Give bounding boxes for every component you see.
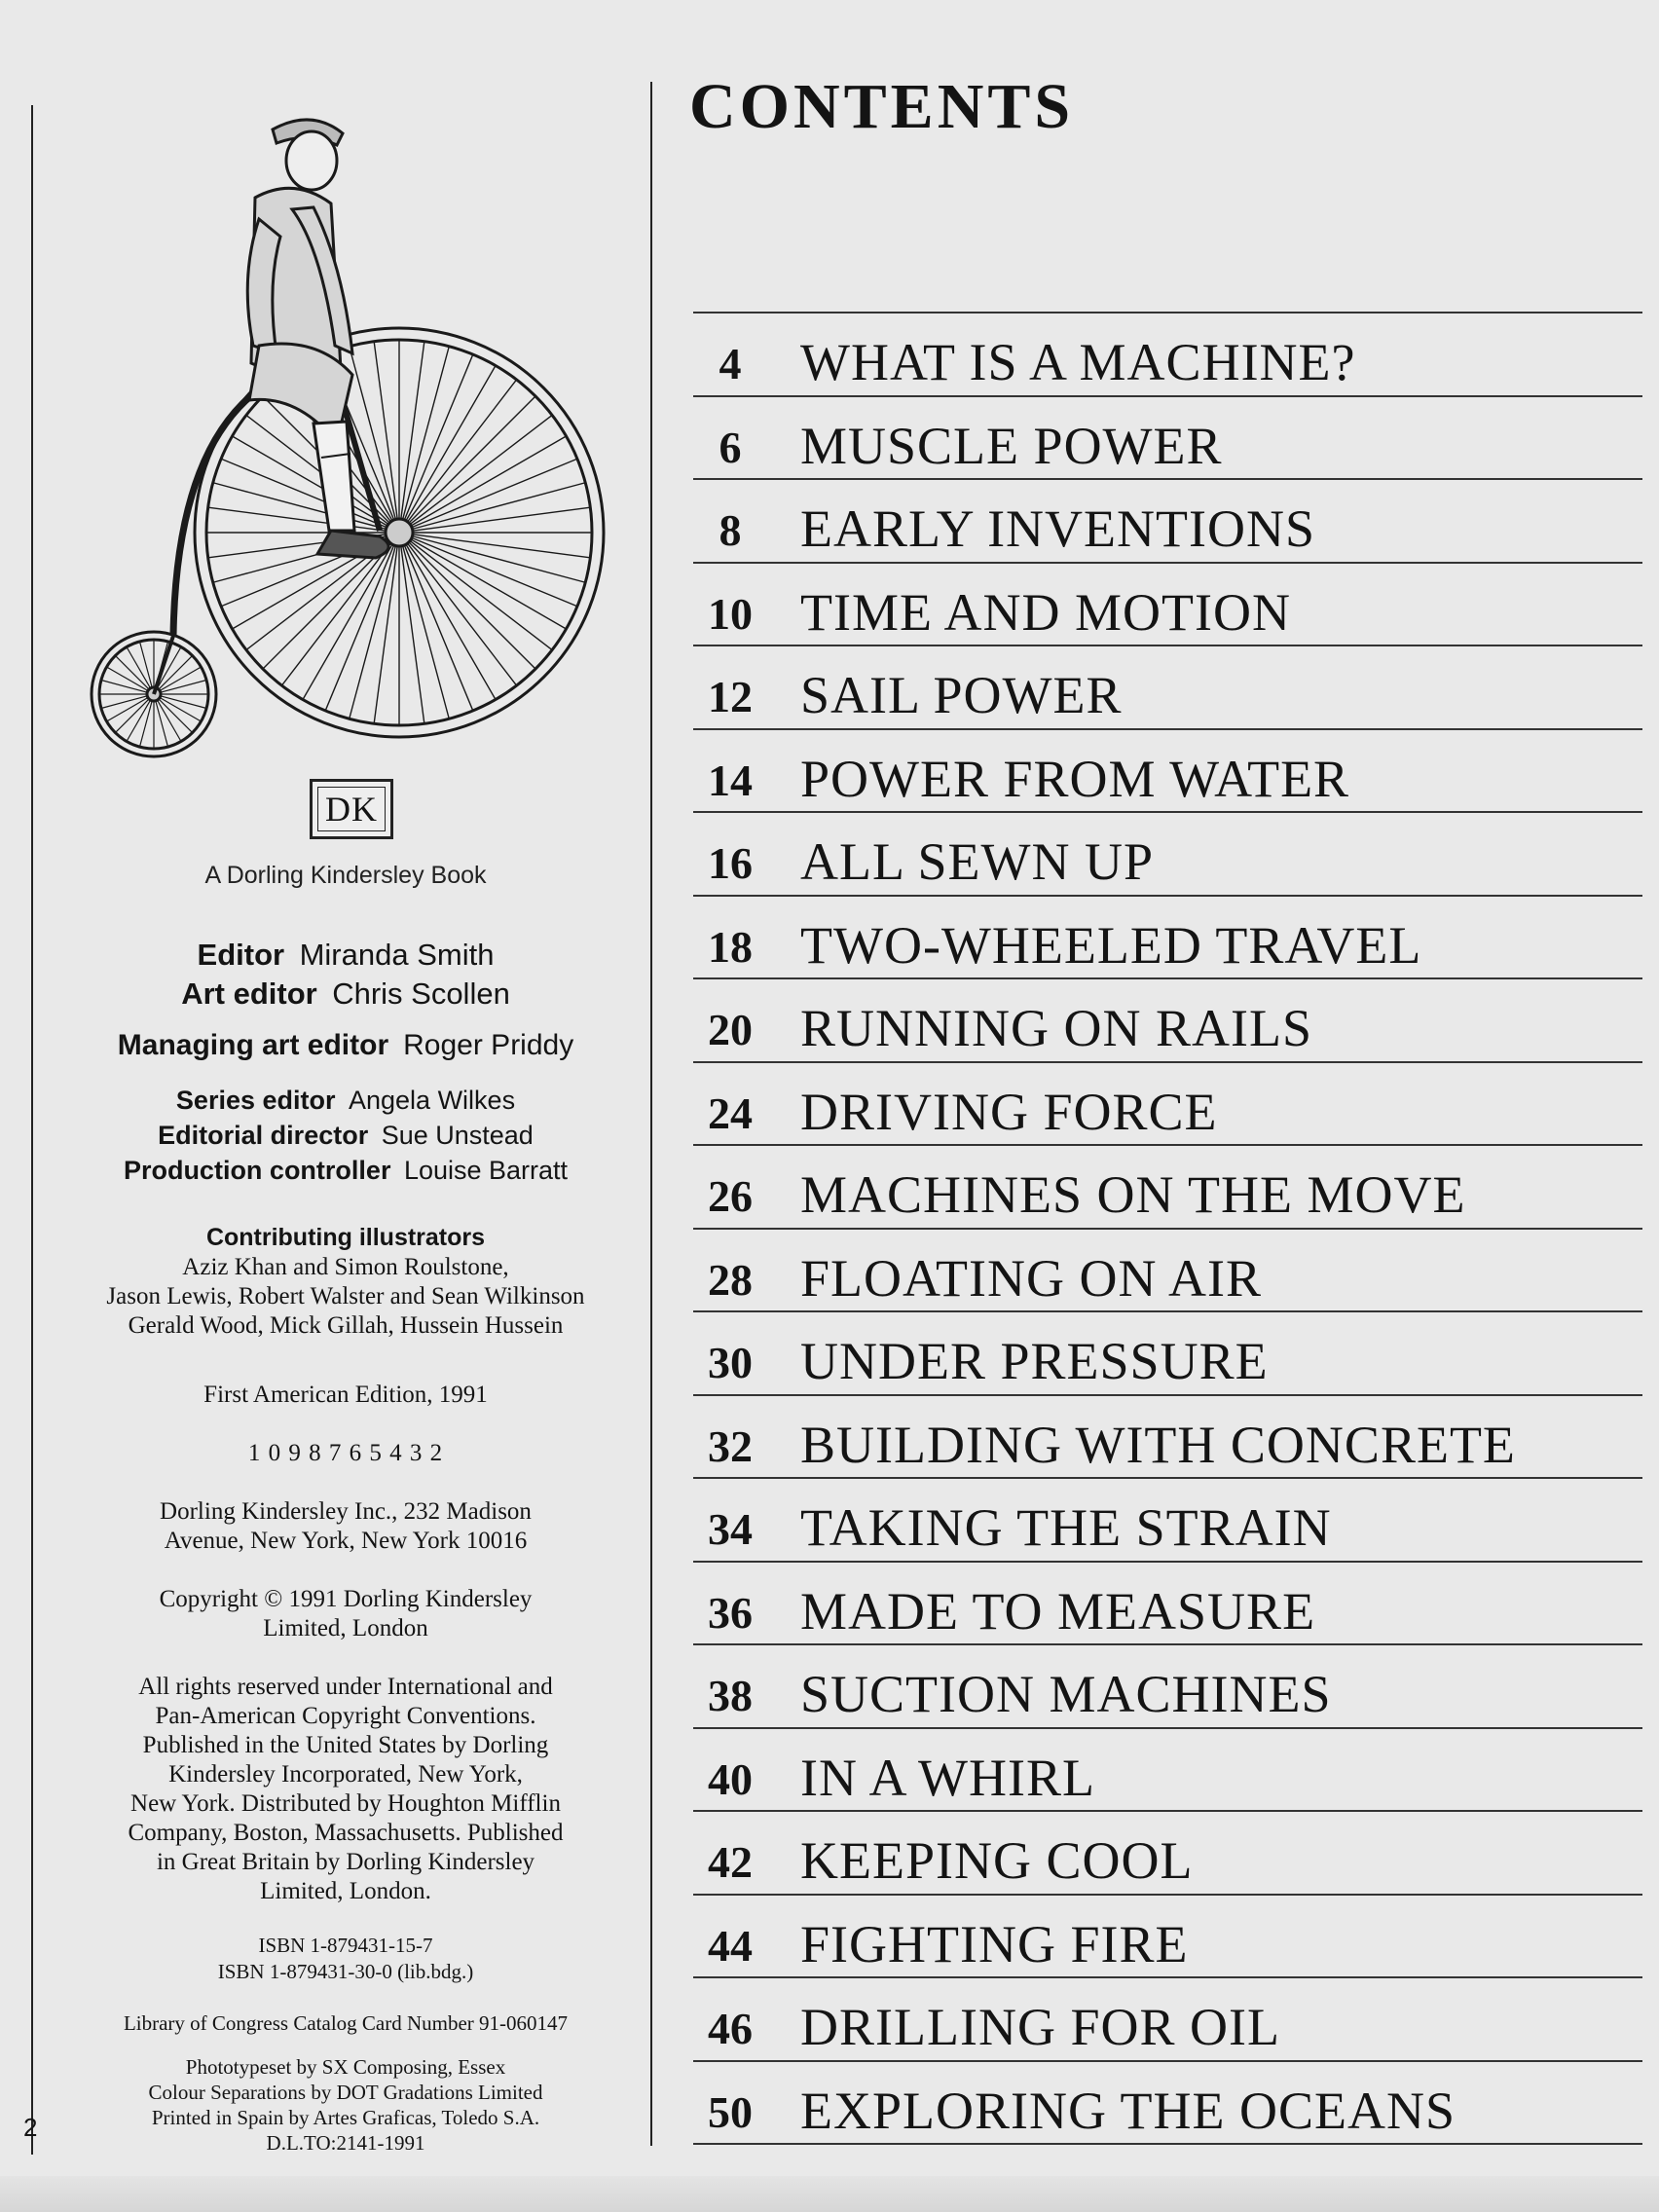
rights-line: Limited, London. — [260, 1878, 431, 1904]
toc-page-number: 44 — [708, 1920, 753, 1971]
toc-entry — [693, 1479, 1647, 1563]
dk-logo-text: DK — [317, 787, 386, 831]
rights-line: Kindersley Incorporated, New York, — [168, 1761, 523, 1788]
loc-number: Library of Congress Catalog Card Number 91-060147 — [123, 2011, 569, 2035]
illustrators-list — [49, 1253, 643, 1341]
address-line: Dorling Kindersley Inc., 232 Madison — [160, 1498, 532, 1525]
rights-line: Published in the United States by Dorling — [142, 1732, 549, 1758]
penny-farthing-illustration — [88, 102, 652, 774]
credit-role: Series editor — [175, 1086, 336, 1115]
toc-page-number: 6 — [719, 422, 742, 472]
toc-entry — [693, 564, 1647, 647]
toc-title: POWER FROM WATER — [800, 749, 1350, 808]
edition-line: First American Edition, 1991 — [203, 1382, 488, 1408]
contents-title: CONTENTS — [689, 71, 1075, 142]
toc-page-number: 28 — [708, 1254, 753, 1305]
toc-page-number: 26 — [708, 1171, 753, 1221]
credit-name: Angela Wilkes — [349, 1086, 516, 1115]
toc-entry — [693, 1563, 1647, 1646]
toc-entry — [693, 1230, 1647, 1313]
toc-entry — [693, 1146, 1647, 1230]
rights-line: New York. Distributed by Houghton Mifflin — [130, 1790, 561, 1817]
toc-page-number: 20 — [708, 1005, 753, 1054]
dk-logo — [310, 779, 393, 839]
toc-entry — [693, 897, 1647, 980]
production-line: Phototypeset by SX Composing, Essex — [185, 2055, 506, 2079]
toc-title: MACHINES ON THE MOVE — [800, 1165, 1466, 1224]
toc-page-number: 50 — [708, 2086, 753, 2137]
toc-entry — [693, 2062, 1647, 2146]
toc-page-number: 18 — [708, 921, 753, 972]
rights-line: Pan-American Copyright Conventions. — [155, 1703, 536, 1729]
toc-page-number: 12 — [708, 672, 753, 721]
production-line: D.L.TO:2141-1991 — [266, 2131, 425, 2155]
rights-line: Company, Boston, Massachusetts. Published — [128, 1820, 564, 1846]
toc-page-number: 16 — [708, 838, 753, 888]
toc-title: SAIL POWER — [800, 666, 1123, 724]
credit-managing-art-editor — [49, 1029, 643, 1062]
rights-line: All rights reserved under International and — [138, 1674, 553, 1700]
toc-title: KEEPING COOL — [800, 1831, 1194, 1890]
toc-page-number: 24 — [708, 1088, 753, 1138]
book-line: A Dorling Kindersley Book — [204, 862, 487, 889]
isbn-line: ISBN 1-879431-15-7 — [258, 1934, 433, 1957]
toc-title: EARLY INVENTIONS — [800, 499, 1316, 558]
toc-entry — [693, 1812, 1647, 1896]
toc-page-number: 10 — [708, 588, 753, 639]
credit-role: Editor — [197, 938, 285, 972]
toc-title: WHAT IS A MACHINE? — [800, 333, 1356, 391]
toc-page-number: 38 — [708, 1671, 753, 1720]
toc-title: TAKING THE STRAIN — [800, 1498, 1332, 1557]
copyright-line: Limited, London — [263, 1615, 428, 1641]
toc-entry — [693, 730, 1647, 814]
copyright — [49, 1585, 643, 1643]
left-margin-rule — [31, 105, 33, 2155]
toc-title: DRIVING FORCE — [800, 1082, 1218, 1141]
toc-page-number: 30 — [708, 1338, 753, 1387]
credit-role: Managing art editor — [117, 1029, 389, 1061]
isbn-line: ISBN 1-879431-30-0 (lib.bdg.) — [217, 1960, 474, 1983]
address-line: Avenue, New York, New York 10016 — [164, 1528, 528, 1554]
toc-title: MADE TO MEASURE — [800, 1581, 1316, 1641]
toc-entry — [693, 397, 1647, 481]
credit-role: Production controller — [123, 1156, 391, 1185]
toc-title: UNDER PRESSURE — [800, 1332, 1269, 1390]
production-line: Printed in Spain by Artes Graficas, Toledo S.A. — [151, 2106, 540, 2129]
toc-page-number: 40 — [708, 1753, 753, 1804]
page-number: 2 — [23, 2113, 38, 2142]
toc-entry — [693, 1729, 1647, 1813]
toc-entry — [693, 1063, 1647, 1147]
rights-line: in Great Britain by Dorling Kindersley — [156, 1849, 535, 1875]
toc-title: TIME AND MOTION — [800, 582, 1291, 642]
toc-entry — [693, 1978, 1647, 2062]
toc-page-number: 4 — [719, 339, 742, 388]
illustrators-line: Jason Lewis, Robert Walster and Sean Wilkinson — [106, 1283, 585, 1309]
toc-divider — [693, 2143, 1642, 2145]
toc-entry — [693, 480, 1647, 564]
toc-page-number: 34 — [708, 1504, 753, 1554]
credit-name: Louise Barratt — [403, 1156, 569, 1185]
toc-entry — [693, 313, 1647, 397]
toc-page-number: 14 — [708, 755, 753, 805]
toc-entry — [693, 979, 1647, 1063]
credit-name: Roger Priddy — [403, 1029, 574, 1061]
credit-role: Editorial director — [158, 1121, 369, 1150]
isbn — [49, 1933, 643, 1985]
credit-series-editor — [49, 1086, 643, 1116]
printing-line: 1 0 9 8 7 6 5 4 3 2 — [247, 1440, 444, 1466]
toc-entry — [693, 1896, 1647, 1979]
credit-production-controller — [49, 1156, 643, 1186]
toc-entry — [693, 1396, 1647, 1480]
toc-entry — [693, 646, 1647, 730]
toc-page-number: 8 — [719, 505, 742, 555]
production-notes — [49, 2054, 643, 2156]
toc-entry — [693, 1645, 1647, 1729]
toc-title: TWO-WHEELED TRAVEL — [800, 915, 1422, 975]
production-line: Colour Separations by DOT Gradations Limited — [148, 2081, 543, 2104]
toc-page-number: 46 — [708, 2004, 753, 2053]
toc-title: DRILLING FOR OIL — [800, 1998, 1280, 2056]
toc-title: SUCTION MACHINES — [800, 1665, 1332, 1723]
toc-entry — [693, 1312, 1647, 1396]
toc-title: FLOATING ON AIR — [800, 1248, 1262, 1308]
illustrators-line: Gerald Wood, Mick Gillah, Hussein Hussein — [128, 1312, 564, 1339]
illustrators-line: Aziz Khan and Simon Roulstone, — [182, 1254, 509, 1280]
toc-page-number: 42 — [708, 1837, 753, 1887]
toc-title: EXPLORING THE OCEANS — [800, 2081, 1456, 2140]
credit-art-editor — [49, 977, 643, 1012]
illustrators-heading: Contributing illustrators — [205, 1224, 486, 1251]
toc-title: RUNNING ON RAILS — [800, 999, 1312, 1057]
credit-name: Chris Scollen — [332, 977, 510, 1011]
toc-title: ALL SEWN UP — [800, 832, 1154, 891]
copyright-line: Copyright © 1991 Dorling Kindersley — [159, 1586, 533, 1612]
credit-editorial-director — [49, 1121, 643, 1151]
toc-page-number: 32 — [708, 1420, 753, 1471]
credit-editor — [49, 938, 643, 973]
toc-title: MUSCLE POWER — [800, 416, 1223, 475]
bottom-edge — [0, 2176, 1659, 2212]
toc-page-number: 36 — [708, 1587, 753, 1638]
toc-title: FIGHTING FIRE — [800, 1914, 1189, 1973]
credit-name: Sue Unstead — [381, 1121, 534, 1150]
rights-statement — [49, 1673, 643, 1906]
toc-entry — [693, 813, 1647, 897]
credit-name: Miranda Smith — [299, 938, 495, 972]
toc-title: BUILDING WITH CONCRETE — [800, 1415, 1516, 1474]
credit-role: Art editor — [181, 977, 317, 1011]
toc-title: IN A WHIRL — [800, 1748, 1095, 1807]
address — [49, 1497, 643, 1556]
